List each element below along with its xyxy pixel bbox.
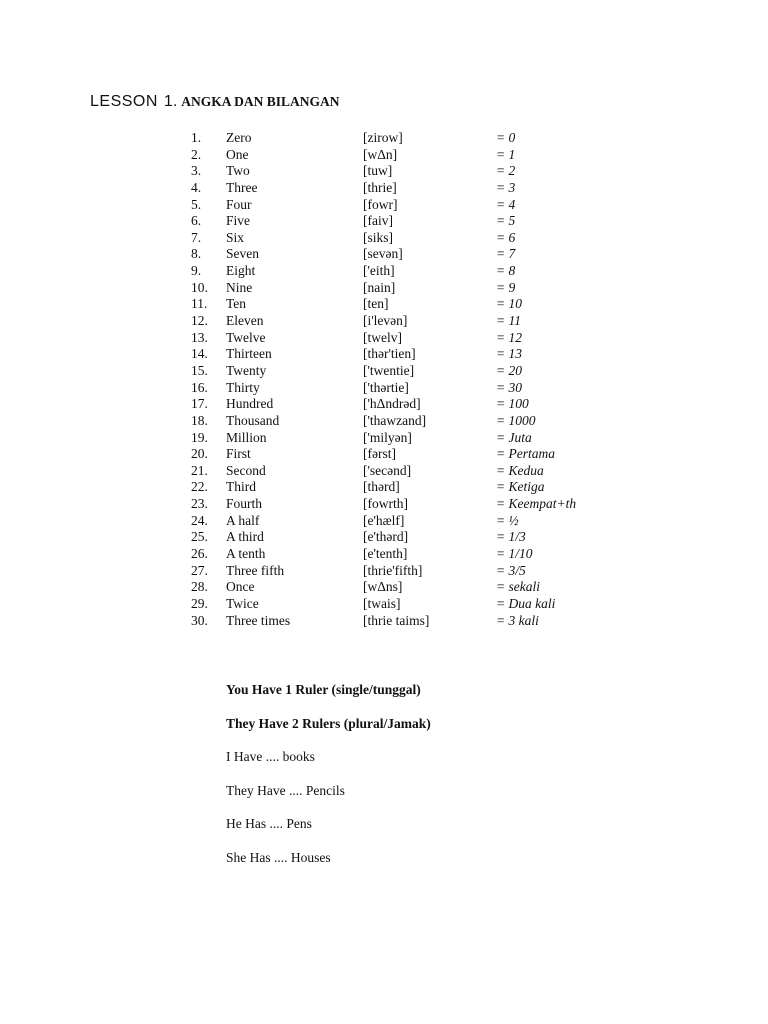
vocab-pronunciation: [tuw] [363, 163, 393, 179]
vocab-pronunciation: ['secənd] [363, 462, 412, 478]
vocab-number: 22. [191, 479, 208, 495]
vocab-word: Twelve [226, 329, 266, 345]
vocab-row [0, 596, 768, 613]
vocab-word: Six [226, 229, 245, 245]
vocab-word: Hundred [226, 396, 274, 412]
vocab-row [0, 180, 768, 197]
vocab-word: A third [226, 529, 264, 545]
vocab-meaning: = 20 [496, 362, 522, 378]
vocab-row [0, 479, 768, 496]
vocab-number: 8. [191, 246, 202, 262]
vocab-word: Ten [226, 296, 247, 312]
vocab-row [0, 197, 768, 214]
vocab-number: 16. [191, 379, 208, 395]
vocab-meaning: = 1/10 [496, 546, 533, 562]
vocab-word: Million [226, 429, 267, 445]
vocab-meaning: = 4 [496, 196, 516, 212]
vocab-number: 10. [191, 279, 208, 295]
vocab-word: Thirteen [226, 346, 272, 362]
vocab-number: 7. [191, 229, 202, 245]
vocab-row [0, 446, 768, 463]
vocab-pronunciation: ['twentie] [363, 362, 415, 378]
vocab-row [0, 313, 768, 330]
example-sentence: You Have 1 Ruler (single/tunggal) [226, 682, 421, 697]
vocab-row [0, 579, 768, 596]
vocab-pronunciation: ['eith] [363, 263, 395, 279]
vocab-row [0, 230, 768, 247]
vocab-meaning: = Ketiga [496, 479, 545, 495]
vocab-meaning: = 3 kali [496, 612, 539, 628]
vocab-meaning: = 2 [496, 163, 516, 179]
vocab-row [0, 296, 768, 313]
vocabulary-list [0, 130, 768, 629]
vocab-meaning: = 13 [496, 346, 522, 362]
vocab-row [0, 363, 768, 380]
vocab-meaning: = Pertama [496, 446, 555, 462]
vocab-meaning: = 1000 [496, 412, 536, 428]
vocab-meaning: = Keempat+th [496, 496, 577, 512]
vocab-word: Zero [226, 130, 252, 145]
vocab-pronunciation: [zirow] [363, 130, 403, 145]
vocab-word: Seven [226, 246, 259, 262]
vocab-pronunciation: [thər'tien] [363, 346, 416, 362]
vocab-number: 18. [191, 412, 208, 428]
vocab-number: 17. [191, 396, 208, 412]
vocab-meaning: = 9 [496, 279, 516, 295]
vocab-pronunciation: [thrie] [363, 179, 397, 195]
vocab-number: 5. [191, 196, 202, 212]
vocab-row [0, 163, 768, 180]
example-sentence: They Have .... Pencils [226, 782, 345, 798]
vocab-word: Fourth [226, 496, 263, 512]
vocab-number: 14. [191, 346, 208, 362]
vocab-number: 1. [191, 130, 202, 145]
vocab-meaning: = Juta [496, 429, 532, 445]
vocab-word: Three times [226, 612, 291, 628]
vocab-pronunciation: [thrie taims] [363, 612, 430, 628]
vocab-number: 12. [191, 313, 208, 329]
vocab-pronunciation: ['thawzand] [363, 412, 427, 428]
vocab-word: Twenty [226, 362, 267, 378]
vocab-word: One [226, 146, 249, 162]
vocab-word: Eight [226, 263, 256, 279]
vocab-row [0, 147, 768, 164]
vocab-word: Three fifth [226, 562, 285, 578]
vocab-word: Once [226, 579, 255, 595]
vocab-row [0, 613, 768, 630]
vocab-word: Thousand [226, 412, 280, 428]
vocab-word: First [226, 446, 251, 462]
vocab-pronunciation: [thərd] [363, 479, 400, 495]
vocab-row [0, 213, 768, 230]
example-sentence: I Have .... books [226, 749, 315, 764]
vocab-pronunciation: [faiv] [363, 213, 393, 229]
vocab-word: Four [226, 196, 252, 212]
example-sentences [226, 681, 431, 882]
vocab-number: 4. [191, 179, 202, 195]
vocab-word: Three [226, 179, 258, 195]
vocab-pronunciation: [sevən] [363, 246, 403, 262]
vocab-meaning: = 1/3 [496, 529, 526, 545]
vocab-meaning: = Dua kali [496, 595, 556, 611]
vocab-pronunciation: ['hΔndrəd] [363, 396, 421, 412]
vocab-row [0, 463, 768, 480]
vocab-number: 13. [191, 329, 208, 345]
vocab-number: 30. [191, 612, 208, 628]
lesson-number: 1. [163, 93, 178, 110]
vocab-meaning: = 30 [496, 379, 522, 395]
vocab-number: 21. [191, 462, 208, 478]
vocab-number: 2. [191, 146, 202, 162]
vocab-meaning: = 6 [496, 229, 516, 245]
vocab-meaning: = 10 [496, 296, 522, 312]
vocab-meaning: = 3 [496, 179, 516, 195]
vocab-meaning: = 5 [496, 213, 516, 229]
vocab-word: A tenth [226, 546, 266, 562]
vocab-number: 19. [191, 429, 208, 445]
vocab-row [0, 263, 768, 280]
vocab-pronunciation: ['milyən] [363, 429, 412, 445]
vocab-meaning: = 12 [496, 329, 522, 345]
vocab-pronunciation: [e'tenth] [363, 546, 408, 562]
vocab-number: 11. [191, 296, 208, 312]
vocab-row [0, 430, 768, 447]
vocab-word: Two [226, 163, 250, 179]
vocab-meaning: = sekali [496, 579, 540, 595]
example-sentence: She Has .... Houses [226, 849, 331, 865]
vocab-number: 15. [191, 362, 208, 378]
vocab-number: 24. [191, 512, 208, 528]
vocab-row [0, 413, 768, 430]
vocab-row [0, 563, 768, 580]
lesson-subtitle: ANGKA DAN BILANGAN [181, 94, 340, 109]
vocab-meaning: = 7 [496, 246, 516, 262]
vocab-meaning: = 3/5 [496, 562, 526, 578]
vocab-meaning: = 100 [496, 396, 529, 412]
vocab-pronunciation: [e'thərd] [363, 529, 409, 545]
vocab-pronunciation: [fowrth] [363, 496, 408, 512]
vocab-meaning: = ½ [496, 512, 519, 528]
lesson-label: LESSON [90, 93, 158, 110]
vocab-number: 23. [191, 496, 208, 512]
lesson-title [90, 93, 340, 111]
vocab-row [0, 346, 768, 363]
vocab-pronunciation: [ten] [363, 296, 389, 312]
vocab-number: 29. [191, 595, 208, 611]
vocab-pronunciation: [siks] [363, 229, 393, 245]
vocab-number: 3. [191, 163, 202, 179]
vocab-word: Third [226, 479, 256, 495]
vocab-number: 25. [191, 529, 208, 545]
vocab-row [0, 380, 768, 397]
vocab-number: 27. [191, 562, 208, 578]
vocab-row [0, 529, 768, 546]
example-sentence: They Have 2 Rulers (plural/Jamak) [226, 715, 431, 731]
vocab-row [0, 330, 768, 347]
vocab-row [0, 513, 768, 530]
vocab-number: 6. [191, 213, 202, 229]
vocab-pronunciation: [wΔn] [363, 146, 398, 162]
vocab-pronunciation: [e'hælf] [363, 512, 405, 528]
vocab-row [0, 280, 768, 297]
vocab-number: 28. [191, 579, 208, 595]
vocab-word: Eleven [226, 313, 264, 329]
vocab-word: Nine [226, 279, 253, 295]
vocab-word: Five [226, 213, 251, 229]
vocab-meaning: = 0 [496, 130, 516, 145]
vocab-meaning: = 8 [496, 263, 516, 279]
vocab-pronunciation: [wΔns] [363, 579, 403, 595]
vocab-pronunciation: [fowr] [363, 196, 398, 212]
vocab-meaning: = Kedua [496, 462, 544, 478]
vocab-row [0, 130, 768, 147]
vocab-pronunciation: [thrie'fifth] [363, 562, 423, 578]
vocab-word: A half [226, 512, 260, 528]
vocab-pronunciation: [twelv] [363, 329, 402, 345]
vocab-word: Thirty [226, 379, 260, 395]
vocab-row [0, 246, 768, 263]
vocab-meaning: = 1 [496, 146, 516, 162]
vocab-row [0, 396, 768, 413]
vocab-number: 26. [191, 546, 208, 562]
vocab-pronunciation: [fərst] [363, 446, 396, 462]
vocab-pronunciation: [i'levən] [363, 313, 408, 329]
vocab-meaning: = 11 [496, 313, 521, 329]
vocab-row [0, 496, 768, 513]
vocab-pronunciation: [nain] [363, 279, 396, 295]
vocab-word: Second [226, 462, 266, 478]
vocab-number: 20. [191, 446, 208, 462]
vocab-pronunciation: [twais] [363, 595, 401, 611]
example-sentence: He Has .... Pens [226, 816, 312, 831]
vocab-row [0, 546, 768, 563]
vocab-pronunciation: ['thərtie] [363, 379, 409, 395]
vocab-word: Twice [226, 595, 259, 611]
vocab-number: 9. [191, 263, 202, 279]
